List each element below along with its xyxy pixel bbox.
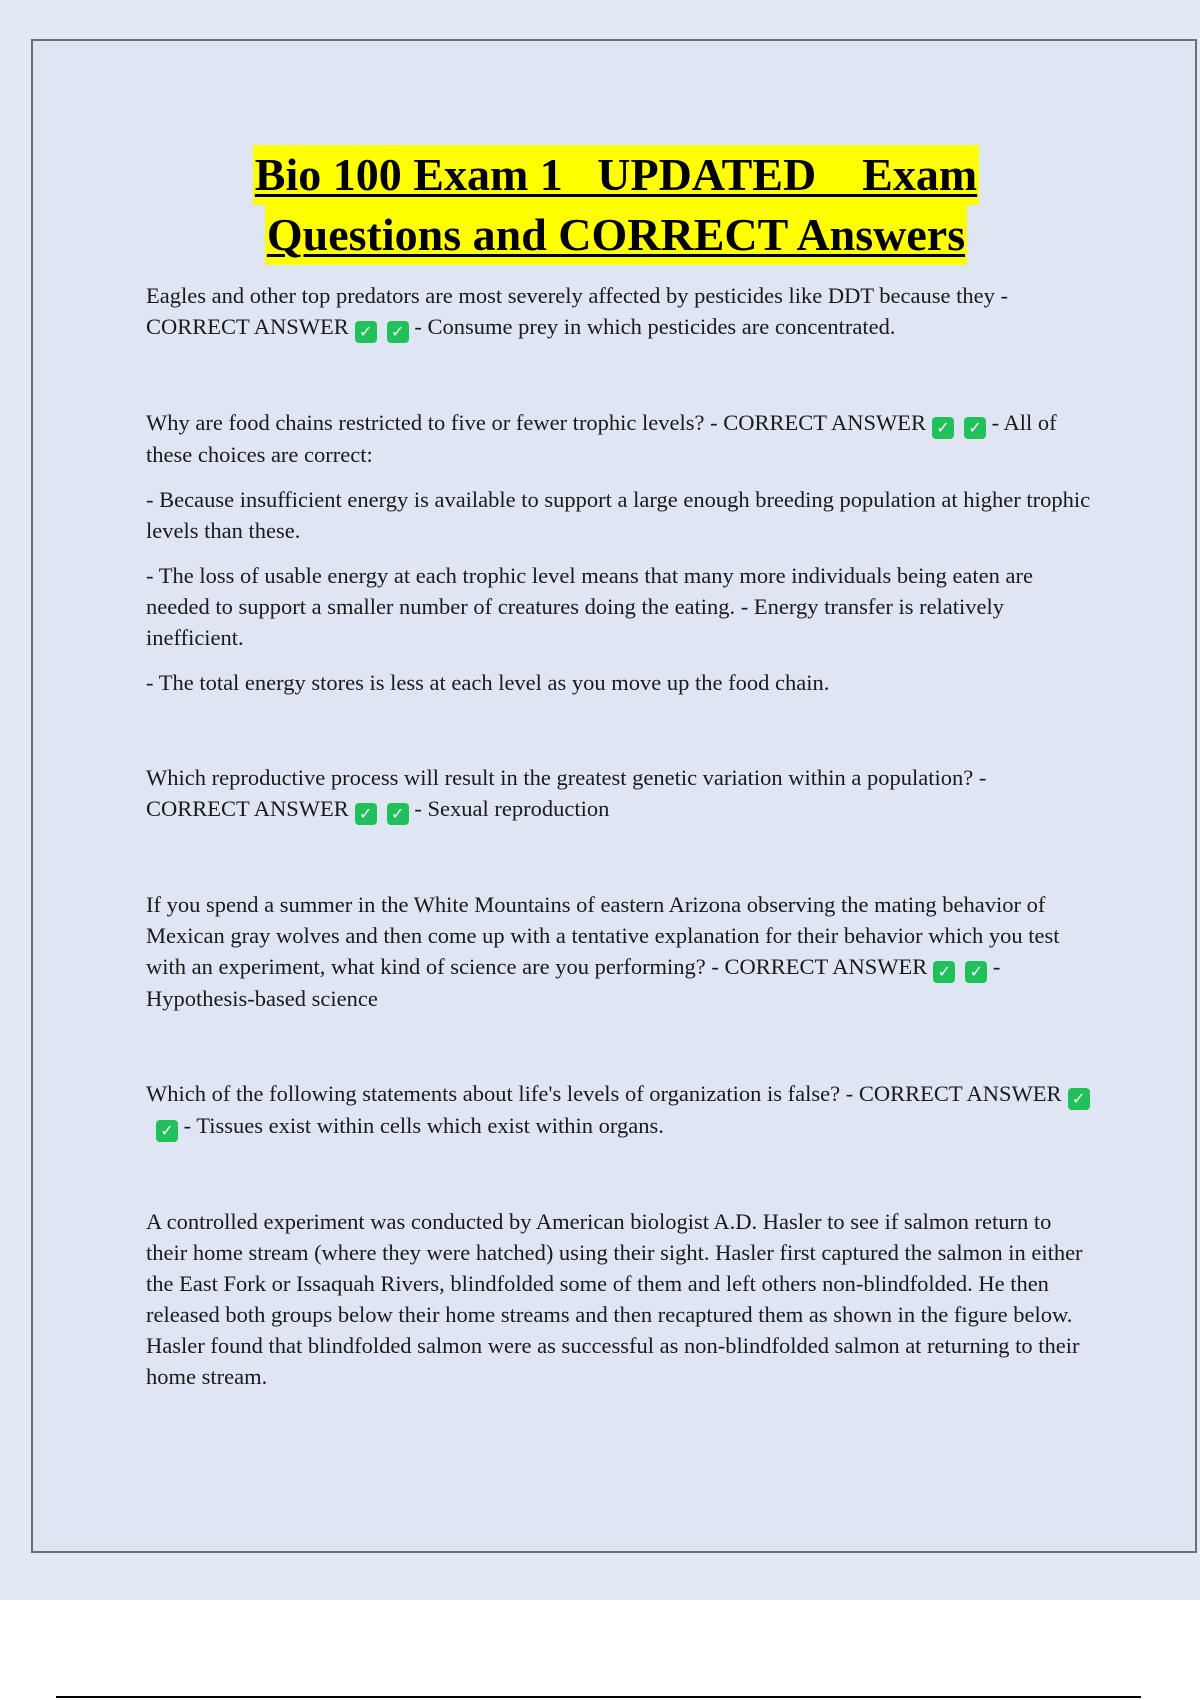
title-line-2: Questions and CORRECT Answers [265,205,967,265]
document-title [0,145,1200,265]
question-text: Which of the following statements about life's levels of organization is false? - CORRECT ANSWER [146,1081,1062,1106]
question-text: If you spend a summer in the White Mountains of eastern Arizona observing the mating behavior of Mexican gray wolves and then come up with a tentative explanation for their behavior which you test with an experiment, what kind of science are you performing? - CORRECT ANSWER [146,892,1060,979]
qa-question [146,889,1091,1014]
qa-question [146,407,1091,470]
question-text: Eagles and other top predators are most severely affected by pesticides like DDT because they - CORRECT ANSWER [146,283,1008,339]
question-text: Which reproductive process will result in the greatest genetic variation within a population? - CORRECT ANSWER [146,765,987,821]
answer-text: - Hypothesis-based science [146,954,1001,1011]
answer-text: - All of these choices are correct: [146,410,1057,467]
qa-item [146,762,1091,825]
qa-item [146,407,1091,698]
paragraph-text: A controlled experiment was conducted by American biologist A.D. Hasler to see if salmon return to their home stream (where they were hatched) using their sight. Hasler first captured the salmon in either the East Fork or Issaquah Rivers, blindfolded some of them and left others non-blindfolded. He then released both groups below their home streams and then recaptured them as shown in the figure below. Hasler found that blindfolded salmon were as successful as non-blindfolded salmon at returning to their home stream. [146,1209,1083,1389]
answer-text: - Consume prey in which pesticides are concentrated. [408,314,896,339]
qa-item [146,1206,1091,1392]
check-box-icon: ✓ [933,961,955,983]
check-box-icon: ✓ [932,417,954,439]
answer-text: - Sexual reproduction [408,796,610,821]
qa-item [146,280,1091,343]
footer-divider [56,1696,1141,1698]
check-box-icon: ✓ [964,417,986,439]
title-line-1: Bio 100 Exam 1 UPDATED Exam [253,145,979,205]
check-box-icon: ✓ [1068,1088,1090,1110]
answer-bullet: - The total energy stores is less at each level as you move up the food chain. [146,670,830,695]
answer-bullet: - Because insufficient energy is available to support a large enough breeding population at higher trophic levels than these. [146,487,1091,543]
qa-question [146,280,1091,343]
check-box-icon: ✓ [387,321,409,343]
check-box-icon: ✓ [965,961,987,983]
answer-text: - Tissues exist within cells which exist within organs. [178,1113,664,1138]
check-box-icon: ✓ [355,803,377,825]
qa-item [146,1078,1091,1142]
qa-item [146,889,1091,1014]
check-box-icon: ✓ [387,803,409,825]
check-box-icon: ✓ [355,321,377,343]
question-text: Why are food chains restricted to five or fewer trophic levels? - CORRECT ANSWER [146,410,926,435]
document-body [146,280,1091,1456]
qa-question [146,1078,1091,1142]
answer-bullet: - The loss of usable energy at each trophic level means that many more individuals being eaten are needed to support a smaller number of creatures doing the eating. - Energy transfer is relatively inefficient. [146,563,1033,650]
check-box-icon: ✓ [156,1120,178,1142]
qa-question [146,762,1091,825]
